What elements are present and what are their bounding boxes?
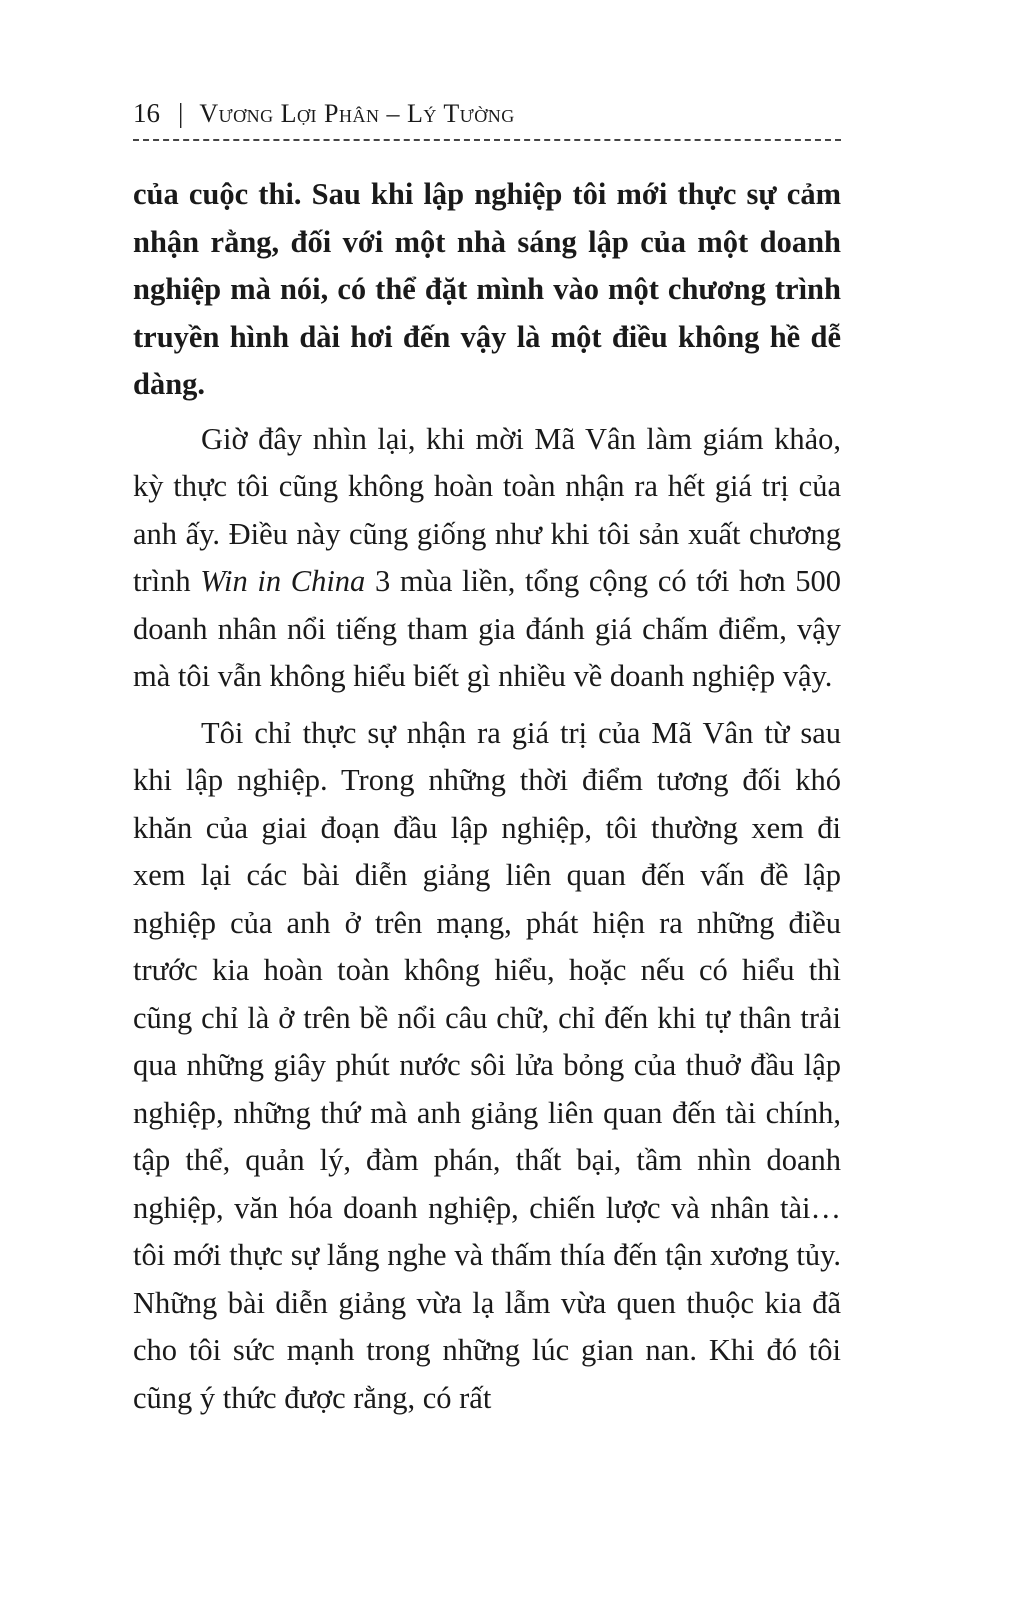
paragraph-2 (133, 416, 841, 701)
book-page (133, 95, 841, 1422)
running-head (133, 95, 841, 133)
page-number: 16 (133, 98, 160, 128)
paragraph-3: Tôi chỉ thực sự nhận ra giá trị của Mã Vân từ sau khi lập nghiệp. Trong những thời điểm tương đối khó khăn của giai đoạn đầu lập nghiệp, tôi thường xem đi xem lại các bài diễn giảng liên quan đến vấn đề lập nghiệp của anh ở trên mạng, phát hiện ra những điều trước kia hoàn toàn không hiểu, hoặc nếu có hiểu thì cũng chỉ là ở trên bề nổi câu chữ, chỉ đến khi tự thân trải qua những giây phút nước sôi lửa bỏng của thuở đầu lập nghiệp, những thứ mà anh giảng liên quan đến tài chính, tập thể, quản lý, đàm phán, thất bại, tầm nhìn doanh nghiệp, văn hóa doanh nghiệp, chiến lược và nhân tài… tôi mới thực sự lắng nghe và thấm thía đến tận xương tủy. Những bài diễn giảng vừa lạ lẫm vừa quen thuộc kia đã cho tôi sức mạnh trong những lúc gian nan. Khi đó tôi cũng ý thức được rằng, có rất (133, 715, 841, 1415)
lead-paragraph: của cuộc thi. Sau khi lập nghiệp tôi mới thực sự cảm nhận rằng, đối với một nhà sáng lập của một doanh nghiệp mà nói, có thể đặt mình vào một chương trình truyền hình dài hơi đến vậy là một điều không hề dễ dàng. (133, 177, 841, 401)
paragraph-2-text-before: Giờ đây nhìn lại, khi mời Mã Vân làm giám khảo, kỳ thực tôi cũng không hoàn toàn nhận ra hết giá trị của anh ấy. Điều này cũng giống như khi tôi sản xuất chương trình (133, 421, 841, 598)
paragraph-2-text-after: 3 mùa liền, tổng cộng có tới hơn 500 doanh nhân nổi tiếng tham gia đánh giá chấm điểm, vậy mà tôi vẫn không hiểu biết gì nhiều về doanh nghiệp vậy. (133, 564, 842, 693)
running-title: Vương Lợi Phân – Lý Tường (199, 99, 515, 128)
body-text (133, 171, 841, 1422)
header-separator: | (178, 98, 184, 128)
header-dashed-rule (133, 139, 841, 141)
program-title: Win in China (200, 564, 366, 598)
